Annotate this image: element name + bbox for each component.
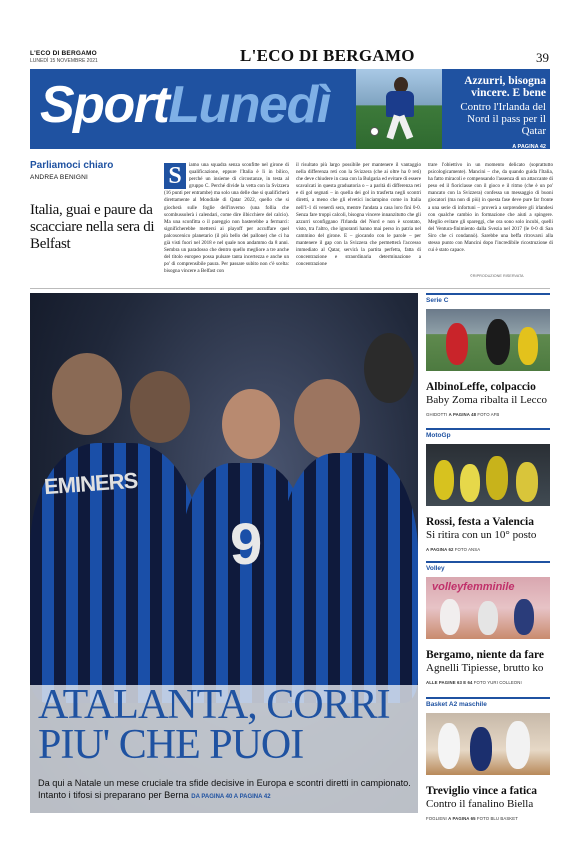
main-headline[interactable]: ATALANTA, CORRI PIU' CHE PUOI bbox=[38, 682, 390, 768]
player-figure bbox=[470, 727, 492, 771]
crowd-figure bbox=[516, 462, 538, 502]
sidebar-rule bbox=[426, 561, 550, 563]
banner-photo-player bbox=[356, 69, 442, 149]
credit-photo: FOTO ANSA bbox=[454, 547, 481, 552]
banner-page-ref[interactable]: A PAGINA 42 bbox=[512, 144, 546, 149]
copyright-notice: ©RIPRODUZIONE RISERVATA bbox=[470, 274, 524, 278]
main-page-ref[interactable]: DA PAGINA 40 A PAGINA 42 bbox=[191, 794, 271, 800]
sidebar-photo bbox=[426, 444, 550, 506]
player-figure-leg bbox=[398, 115, 413, 140]
masthead-small-title: L'ECO DI BERGAMO bbox=[30, 50, 97, 57]
player-head bbox=[222, 389, 280, 459]
sidebar-title: Bergamo, niente da fare bbox=[426, 649, 544, 661]
player-figure bbox=[478, 601, 498, 635]
sidebar-item-serie-c[interactable] bbox=[426, 293, 550, 417]
main-standfirst bbox=[38, 777, 414, 803]
player-head bbox=[294, 379, 360, 459]
player-figure bbox=[440, 599, 460, 635]
editorial-author: ANDREA BENIGNI bbox=[30, 174, 89, 181]
dropcap: S bbox=[164, 163, 186, 189]
banner-headline[interactable] bbox=[450, 75, 546, 149]
sidebar-title: AlbinoLeffe, colpaccio bbox=[426, 381, 536, 393]
masthead-date: LUNEDÌ 15 NOVEMBRE 2021 bbox=[30, 58, 98, 64]
player-figure bbox=[506, 721, 530, 769]
player-head bbox=[130, 371, 190, 443]
sidebar-rule bbox=[426, 428, 550, 430]
player-figure bbox=[438, 723, 460, 769]
editorial-section-label: Parliamoci chiaro bbox=[30, 160, 114, 171]
crowd-figure bbox=[460, 464, 480, 502]
sidebar-title: Treviglio vince a fatica bbox=[426, 785, 538, 797]
masthead bbox=[30, 48, 550, 68]
volley-banner-text: volleyfemminile bbox=[432, 581, 515, 593]
player-figure bbox=[514, 599, 534, 635]
sidebar-credit bbox=[426, 680, 550, 685]
sidebar-tag: Serie C bbox=[426, 297, 449, 304]
crowd-figure bbox=[434, 460, 454, 500]
player-shirt bbox=[280, 453, 418, 703]
shirt-number: 9 bbox=[230, 512, 263, 577]
editorial-column-3: trare l'obiettivo in un momento delicato (soprattutto psicologicamente). Mancini – che, da quando guida l'Italia, ha fatto miracoli e compensando l'assenza di un attaccante di peso ed il fioriclasse con il gioco e il ritmo (che è un po' mancato con la Svizzera) confessa un messaggio di buoni giocatori (ma non di più) in questa fase deve pure far fronte a una serie di infortuni – proverà a sorprendere gli irlandesi con qualche cambio in formazione che aiuti a spingere. Meglio evitare gli spareggi, che ora sono solo incubi, quelli del Ventura-finimiento dalla Svezia nel 2017 (le 0-0 di San Siro che ci condannò). Sarebbe una beffa ritrovarsi alla stesso punto con Mancini dopo l'incredibile ricostruzione di cui è stato capace. bbox=[428, 162, 553, 254]
credit-page[interactable]: A PAGINA 62 bbox=[426, 547, 454, 552]
sidebar-photo bbox=[426, 309, 550, 371]
section-title-sport: Sport bbox=[40, 76, 169, 134]
sidebar-rule bbox=[426, 697, 550, 699]
editorial-title[interactable]: Italia, guai e paure da scacciare nella sera di Belfast bbox=[30, 202, 155, 252]
sidebar-tag: MotoGp bbox=[426, 432, 451, 439]
player-figure-body bbox=[386, 91, 414, 117]
sidebar-subtitle: Baby Zoma ribalta il Lecco bbox=[426, 394, 547, 406]
sidebar-credit bbox=[426, 816, 550, 821]
sidebar-credit bbox=[426, 547, 550, 552]
player-figure bbox=[518, 327, 538, 365]
section-title bbox=[40, 75, 330, 135]
banner-headline-sub: Contro l'Irlanda del Nord il pass per il Qatar bbox=[460, 101, 546, 137]
main-standfirst-text: Da qui a Natale un mese cruciale tra sfide decisive in Europa e scontri diretti in campionato. Intanto i tifosi si preparano per Berna bbox=[38, 778, 411, 800]
shirt-sponsor-text: EMINERS bbox=[43, 467, 138, 500]
sidebar-title: Rossi, festa a Valencia bbox=[426, 516, 534, 528]
crowd-figure bbox=[486, 456, 508, 500]
player-head bbox=[52, 353, 122, 435]
sidebar-photo bbox=[426, 577, 550, 639]
player-figure bbox=[446, 323, 468, 365]
sidebar-tag: Volley bbox=[426, 565, 445, 572]
sidebar-rule bbox=[426, 293, 550, 295]
sidebar-item-volley[interactable] bbox=[426, 561, 550, 685]
editorial-column-1-text: iamo una squadra senza sconfitte nel girone di qualificazione, eppure l'Italia è lì in bilico, perché un insieme di circostanze, in testa al gruppo C. Perché divide la vetta con la Svizzera (16 punti per entrambe) ma solo una delle due si qualificherà direttamente al Mondiale di Qatar 2022, quello che si giocherà sulle foglie dell'inverno (una follia che scombussolerà i calendari, come dire ilbicchiere del calcio). Ma una sconfitta o il pareggio non basterebbe a fermarci: significherebbe mettersi ai playoff per accuffare quel palcoscenico planetario (il più bello del pallone) che ci ha già visti fuori nel 2018 e nel quale non andammo da 8 anni. Sembra un paradosso che dentro quello megliore a tre anche del titolo europeo possa pulsare tanta incertezza e anche un po' di comprensibile paura. Per passare subito non c'è scelta: bisogna vincere a Belfast con bbox=[164, 162, 289, 275]
football-icon bbox=[370, 127, 379, 136]
sidebar-item-basket[interactable] bbox=[426, 697, 550, 821]
banner-headline-main: Azzurri, bisogna vincere. E bene bbox=[464, 75, 546, 99]
sidebar-subtitle: Agnelli Tipiesse, brutto ko bbox=[426, 662, 544, 674]
sidebar-tag: Basket A2 maschile bbox=[426, 701, 487, 708]
credit-name: FOGLIENI bbox=[426, 816, 447, 821]
section-title-lunedi: Lunedì bbox=[168, 76, 330, 134]
sport-lunedi-banner bbox=[30, 69, 550, 149]
editorial-column-1 bbox=[164, 162, 289, 282]
sidebar-photo bbox=[426, 713, 550, 775]
divider bbox=[30, 288, 550, 289]
main-story-photo[interactable] bbox=[30, 293, 418, 813]
editorial-column-2: il risultato più largo possibile per mantenere il vantaggio nella differenza reti con la Svizzera (che ai oltre ha 0 reti) che deve chiudere in casa con la Bulgaria ed evitare di essere scavalcati in questa graduatoria o – a parità di differenza reti e di gol segnati – in quella dei gol in trasferta negli scontri diretti, a meno che gli elvetici inciampino come in Italia nell'1-1 di venerdì sera, mentre l'andata a casa loro finì 0-0. Senza fare troppi calcoli, bisogna vincere innanzitutto che gli azzurri sconfiggano l'Irlanda del Nord e non è scontato, visto, tra l'altro, che ignoranti hanno mai perso in patria nel cammino del girone. E – giocando con le parole – per mantenere il gap con la Svizzera che permetterà l'accesso immediato al Qatar, servirà la partita perfetta, fatta di concentrazione e straordinaria determinazione a concentrazione bbox=[296, 162, 421, 268]
sidebar-credit bbox=[426, 412, 550, 417]
page-number: 39 bbox=[536, 50, 549, 65]
credit-page[interactable]: A PAGINA 65 bbox=[448, 816, 476, 821]
credit-name: GHIDOTTI bbox=[426, 412, 448, 417]
newspaper-logo: L'ECO DI BERGAMO bbox=[240, 46, 415, 65]
player-figure bbox=[486, 319, 510, 365]
sidebar-subtitle: Contro il fanalino Biella bbox=[426, 798, 534, 810]
credit-page[interactable]: ALLE PAGINE 63 E 64 bbox=[426, 680, 473, 685]
sidebar-subtitle: Si ritira con un 10° posto bbox=[426, 529, 537, 541]
credit-photo: FOTO YURI COLLEONI bbox=[473, 680, 522, 685]
credit-photo: FOTO AFB bbox=[477, 412, 500, 417]
player-head bbox=[364, 333, 414, 403]
credit-photo: FOTO BLU BASKET bbox=[476, 816, 518, 821]
sidebar-item-motogp[interactable] bbox=[426, 428, 550, 552]
credit-page[interactable]: A PAGINA 48 bbox=[448, 412, 477, 417]
